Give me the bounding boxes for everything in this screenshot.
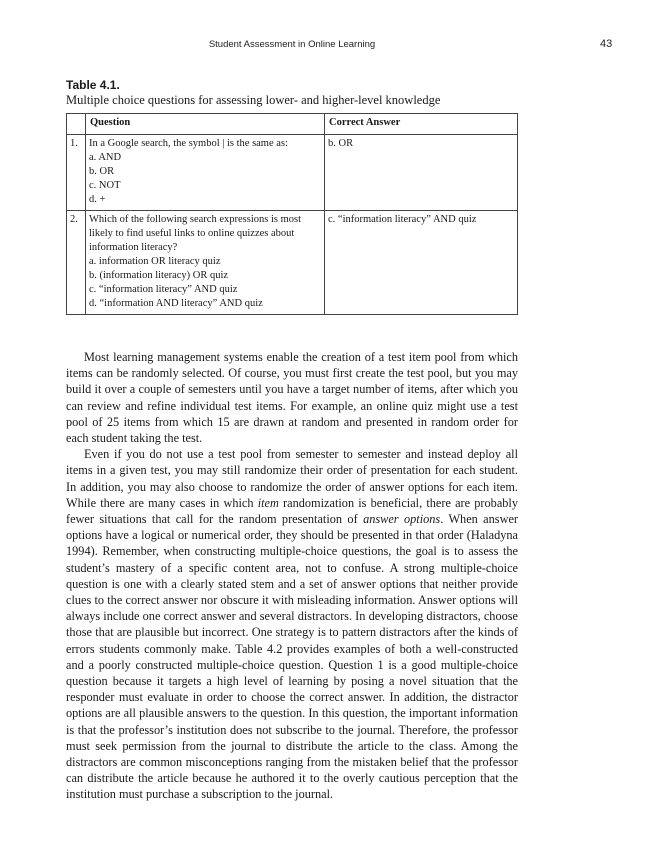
table-row — [67, 135, 518, 211]
question-stem: In a Google search, the symbol | is the same as: — [89, 138, 288, 149]
table-header-row — [67, 114, 518, 135]
table-caption: Multiple choice questions for assessing lower- and higher-level knowledge — [66, 93, 441, 107]
body-text — [66, 349, 518, 803]
answer-column-header: Correct Answer — [325, 114, 518, 135]
running-head: Student Assessment in Online Learning — [208, 39, 376, 50]
answer-option: a. AND — [89, 152, 122, 163]
paragraph-text: Even if you do not use a test pool from semester to semester and instead deploy all items in a given test, you may still randomize their order of presentation for each student. In addition, you may also choose to randomize the order of answer options for each item. While there are many cases in which — [66, 447, 518, 510]
number-header — [67, 114, 86, 135]
answer-option: a. information OR literacy quiz — [89, 256, 221, 267]
correct-answer-cell: c. “information literacy” AND quiz — [325, 211, 518, 315]
paragraph — [66, 446, 518, 802]
questions-table — [66, 113, 518, 315]
emphasis-text: answer options — [363, 512, 441, 527]
question-cell — [86, 211, 325, 315]
table-label: Table 4.1. — [66, 78, 120, 92]
paragraph: Most learning management systems enable the creation of a test item pool from which items can be randomly selected. Of course, you must first create the test pool, but you may build it over a couple of semesters until you have a target number of items, after which you can review and refine individual test items. For example, an online quiz might use a test pool of 25 items from which 15 are drawn at random and presented in random order for each student taking the test. — [66, 350, 518, 446]
question-number: 1. — [67, 135, 86, 211]
paragraph-text: randomization is beneficial, there are probably fewer situations that call for the random presentation of — [66, 495, 518, 527]
table-row — [67, 211, 518, 315]
question-cell — [86, 135, 325, 211]
question-column-header: Question — [86, 114, 325, 135]
emphasis-text: item — [257, 495, 279, 510]
correct-answer-cell: b. OR — [325, 135, 518, 211]
question-number: 2. — [67, 211, 86, 315]
paragraph-text: . When answer options have a logical or numerical order, they should be presented in that order (Haladyna 1994). Remember, when constructing multiple-choice questions, the goal is to assess the student’s mastery of a specific content area, not to confuse. A strong multiple-choice question is one with a clearly stated stem and a set of answer options that neither provide clues to the correct answer nor obscure it with misleading information. Answer options will always include one correct answer and several distractors. In developing distractors, choose those that are plausible but incorrect. One strategy is to pattern distractors after the kinds of errors students commonly make. Table 4.2 provides examples of both a well-constructed and a poorly constructed multiple-choice question. Question 1 is a good multiple-choice question because it targets a high level of learning by posing a novel situation that the responder must evaluate in order to choose the correct answer. In addition, the distractor options are all plausible answers to the question. In this question, the important information is that the professor’s institution does not subscribe to the journal. Therefore, the professor must seek permission from the journal to distribute the article to the class. Among the distractors are common misconceptions ranging from the mistaken belief that the professor can distribute the article because he authored it to the overly cautious perception that the institution must purchase a subscription to the journal. — [66, 512, 519, 802]
answer-option: c. NOT — [89, 180, 121, 191]
page-number: 43 — [600, 38, 613, 50]
answer-option: b. (information literacy) OR quiz — [89, 270, 229, 281]
answer-option: d. “information AND literacy” AND quiz — [89, 298, 263, 309]
answer-option: b. OR — [89, 166, 115, 177]
question-stem: Which of the following search expressions is most likely to find useful links to online quizzes about information literacy? — [89, 214, 301, 253]
answer-option: d. + — [89, 194, 106, 205]
answer-option: c. “information literacy” AND quiz — [89, 284, 238, 295]
